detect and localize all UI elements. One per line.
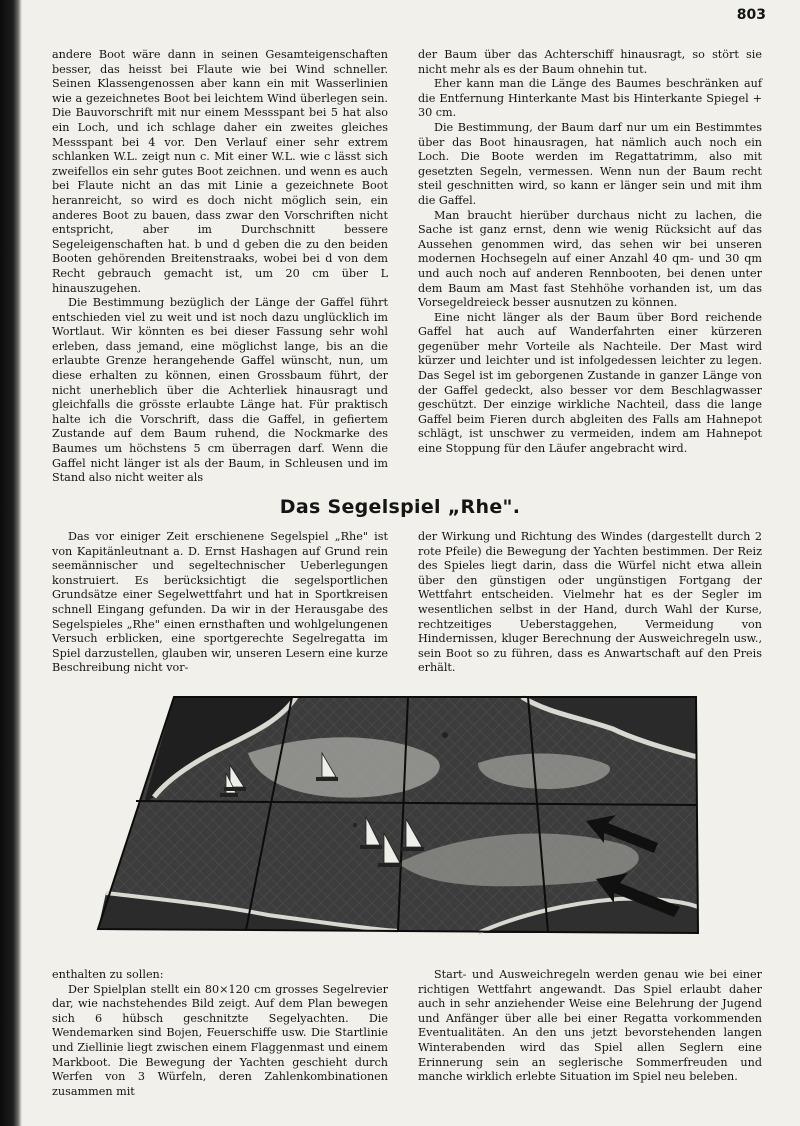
upper-left-column bbox=[52, 48, 388, 485]
paragraph: Die Bestimmung, der Baum darf nur um ein Bestimmtes über das Boot hinausragen, hat nämlich auch noch ein Loch. Die Boote werden im Regattatrimm, also mit gesetzten Segeln, vermessen. Wenn nun der Baum recht steil geschnitten wird, so kann er länger sein und mit ihm die Gaffel. bbox=[418, 120, 762, 207]
paragraph: Eine nicht länger als der Baum über Bord reichende Gaffel hat auch auf Wanderfahrten einer kürzeren gegenüber mehr Vorteile als Nachteile. Der Mast wird kürzer und leichter und ist infolgedessen leichter zu legen. Das Segel ist im geborgenen Zustande in ganzer Länge von der Gaffel gedeckt, also besser vor dem Beschlagwasser geschützt. Der einzige wirkliche Nachteil, dass die lange Gaffel beim Fieren durch abgleiten des Falls am Hahnepot schlägt, ist unschwer zu vermeiden, indem am Hahnepot eine Stoppung für den Läufer angebracht wird. bbox=[418, 310, 762, 456]
paragraph: der Baum über das Achterschiff hinausragt, so stört sie nicht mehr als es der Baum ohnehin tut. bbox=[418, 48, 762, 76]
scan-page-edge bbox=[0, 0, 22, 1126]
paragraph: der Wirkung und Richtung des Windes (dargestellt durch 2 rote Pfeile) die Bewegung der Yachten bestimmen. Der Reiz des Spieles liegt darin, dass die Würfel nicht etwa allein über den günstigen oder ungünstigen Fortgang der Wettfahrt entscheiden. Vielmehr hat es der Segler im wesentlichen selbst in der Hand, durch Wahl der Kurse, rechtzeitiges Ueberstaggehen, Vermeidung von Hindernissen, kluger Berechnung der Ausweichregeln usw., sein Boot so zu führen, dass es Anwartschaft auf den Preis erhält. bbox=[418, 530, 762, 675]
paragraph: andere Boot wäre dann in seinen Gesamteigenschaften besser, das heisst bei Flaute wie bei Wind schneller. Seinen Klassengenossen aber kann ein mit Wasserlinien wie a gezeichnetes Boot bei leichtem Wind überlegen sein. Die Bauvorschrift mit nur einem Messspant bei 5 hat also ein Loch, und ich schlage daher ein zweites gleiches Messspant bei 4 vor. Den Verlauf einer sehr extrem schlanken W.L. zeigt nun c. Mit einer W.L. wie c lässt sich zweifellos ein sehr gutes Boot zeichnen. und wenn es auch bei Flaute nicht an das mit Linie a gezeichnete Boot heranreicht, so wird es doch nicht möglich sein, ein anderes Boot zu bauen, dass zwar den Vorschriften nicht entspricht, aber im Durchschnitt bessere Segeleigenschaften hat. b und d geben die zu den beiden Booten gehörenden Breitenstraaks, wobei bei d von dem Recht gebrauch gemacht ist, um 20 cm über L hinauszugehen. bbox=[52, 48, 388, 295]
page-number: 803 bbox=[736, 7, 766, 23]
paragraph: Start- und Ausweichregeln werden genau wie bei einer richtigen Wettfahrt angewandt. Das Spiel erlaubt daher auch in sehr anziehender Weise eine Belehrung der Jugend und Anfänger über alle bei einer Regatta vorkommenden Eventualitäten. An den uns jetzt bevorstehenden langen Winterabenden wird das Spiel allen Seglern eine Erinnerung sein an seglerische Sommerfreuden und manche wirklich erlebte Situation im Spiel neu beleben. bbox=[418, 968, 762, 1084]
paragraph: Man braucht hierüber durchaus nicht zu lachen, die Sache ist ganz ernst, denn wie wenig Rücksicht auf das Aussehen genommen wird, das sehen wir bei unseren modernen Hochsegeln auf einer Anzahl 40 qm- und 30 qm und auch noch auf anderen Rennbooten, bei denen unter dem Baum am Mast fast Stehhöhe vorhanden ist, um das Vorsegeldreieck besser ausnutzen zu können. bbox=[418, 208, 762, 310]
paragraph: Eher kann man die Länge des Baumes beschränken auf die Entfernung Hinterkante Mast bis Hinterkante Spiegel + 30 cm. bbox=[418, 77, 762, 120]
lower-right-column bbox=[418, 968, 762, 1118]
paragraph: enthalten zu sollen: bbox=[52, 968, 164, 981]
lower-left-column bbox=[52, 968, 388, 1118]
article-title: Das Segelspiel „Rhe". bbox=[279, 496, 521, 518]
paragraph: Der Spielplan stellt ein 80×120 cm grosses Segelrevier dar, wie nachstehendes Bild zeigt. Auf dem Plan bewegen sich 6 hübsch geschnitzte Segelyachten. Die Wendemarken sind Bojen, Feuerschiffe usw. Die Startlinie und Ziellinie liegt zwischen einem Flaggenmast und einem Markboot. Die Bewegung der Yachten geschieht durch Werfen von 3 Würfeln, deren Zahlenkombinationen zusammen mit bbox=[52, 982, 388, 1098]
paragraph: Die Bestimmung bezüglich der Länge der Gaffel führt entschieden viel zu weit und ist noch dazu unglücklich im Wortlaut. Wir könnten es bei dieser Fassung sehr wohl erleben, dass jemand, eine möglichst lange, bis an die erlaubte Grenze herangehende Gaffel wünscht, nun, um diese erhalten zu können, einen Grossbaum führt, der nicht unerheblich über die Achterliek hinausragt und gleichfalls die grösste erlaubte Länge hat. Für praktisch halte ich die Vorschrift, dass die Gaffel, in gefiertem Zustande auf dem Baum ruhend, die Nockmarke des Baumes um höchstens 5 cm überragen darf. Wenn die Gaffel nicht länger ist als der Baum, in Schleusen und im Stand also nicht weiter als bbox=[52, 296, 388, 485]
upper-right-column bbox=[418, 48, 762, 458]
paragraph: Das vor einiger Zeit erschienene Segelspiel „Rhe" ist von Kapitänleutnant a. D. Ernst Hashagen auf Grund rein seemännischer und segeltechnischer Ueberlegungen konstruiert. Es berücksichtigt die segelsportlichen Grundsätze einer Segelwettfahrt und hat in Sportkreisen schnell Eingang gefunden. Da wir in der Herausgabe des Segelspieles „Rhe" einen ernsthaften und wohlgelungenen Versuch erblicken, eine sportgerechte Segelregatta im Spiel darzustellen, glauben wir, unseren Lesern eine kurze Beschreibung nicht vor- bbox=[52, 530, 388, 675]
intro-right-column bbox=[418, 530, 762, 680]
game-board-photo bbox=[98, 693, 704, 939]
intro-left-column bbox=[52, 530, 388, 680]
